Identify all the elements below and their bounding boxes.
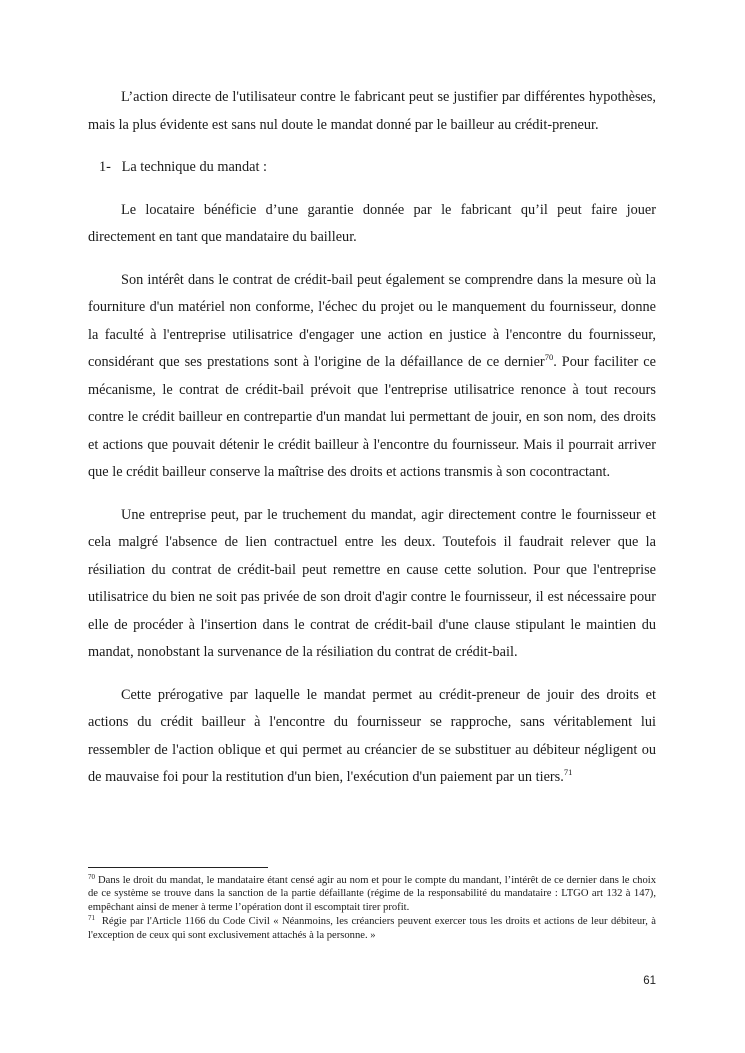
footnote-number: 70	[88, 873, 95, 881]
paragraph-4-text: Une entreprise peut, par le truchement du mandat, agir directement contre le fournisseur et cela malgré l'absence de lien contractuel entre les deux. Toutefois il faudrait relever que la résiliation du contrat de crédit-bail peut remettre en cause cette solution. Pour que l'entreprise utilisatrice du bien ne soit pas privée de son droit d'agir contre le fournisseur, il est nécessaire pour elle de procéder à l'insertion dans le contrat de crédit-bail d'une clause stipulant le maintien du mandat, nonobstant la survenance de la résiliation du contrat de crédit-bail.	[88, 506, 656, 660]
paragraph-3	[88, 267, 656, 487]
footnote-text: Régie par l'Article 1166 du Code Civil « Néanmoins, les créanciers peuvent exercer tous les droits et actions de leur débiteur, à l'exception de ceux qui sont exclusivement attachés à la personne. »	[88, 916, 656, 941]
footnote-71	[88, 915, 656, 942]
section-heading-number: 1-	[99, 159, 111, 175]
paragraph-3-text-start: Son intérêt dans le contrat de crédit-bail peut également se comprendre dans la mesure où la fourniture d'un matériel non conforme, l'échec du projet ou le manquement du fournisseur, donne la faculté à l'entreprise utilisatrice d'engager une action en justice à l'encontre du fournisseur, considérant que ses prestations sont à l'origine de la défaillance de ce dernier	[88, 271, 656, 370]
paragraph-5-text: Cette prérogative par laquelle le mandat permet au crédit-preneur de jouir des droits et actions du crédit bailleur à l'encontre du fournisseur se rapproche, sans véritablement lui ressembler de l'action oblique et qui permet au créancier de se substituer au débiteur négligent ou de mauvaise foi pour la restitution d'un bien, l'exécution d'un paiement par un tiers.	[88, 686, 656, 785]
footnote-separator	[88, 867, 268, 868]
page-number: 61	[643, 975, 656, 987]
paragraph-1	[88, 84, 656, 139]
section-heading	[99, 154, 656, 182]
footnote-70	[88, 874, 656, 914]
paragraph-3-text-end: . Pour faciliter ce mécanisme, le contrat de crédit-bail prévoit que l'entreprise utilisatrice renonce à tout recours contre le crédit bailleur en contrepartie d'un mandat lui permettant de jouir, en son nom, des droits et actions que pouvait détenir le crédit bailleur à l'encontre du fournisseur. Mais il pourrait arriver que le crédit bailleur conserve la maîtrise des droits et actions transmis à son cocontractant.	[88, 354, 656, 480]
paragraph-2-text: Le locataire bénéficie d’une garantie donnée par le fabricant qu’il peut faire jouer directement en tant que mandataire du bailleur.	[88, 201, 656, 245]
paragraph-5	[88, 682, 656, 792]
paragraph-4	[88, 502, 656, 667]
paragraph-2	[88, 197, 656, 252]
section-heading-text: La technique du mandat :	[121, 159, 267, 175]
page-body	[88, 84, 656, 807]
footnote-text: Dans le droit du mandat, le mandataire étant censé agir au nom et pour le compte du mandant, l’intérêt de ce dernier dans le choix de ce système se trouve dans la sanction de la partie défaillante (régime de la responsabilité du mandataire : LTGO art 132 à 147), empêchant ainsi de mener à terme l’opération dont il escomptait tirer profit.	[88, 875, 657, 913]
footnote-ref-71[interactable]: 71	[563, 767, 573, 777]
footnotes	[88, 874, 656, 943]
footnote-ref-70[interactable]: 70	[544, 352, 554, 362]
paragraph-1-text: L’action directe de l'utilisateur contre le fabricant peut se justifier par différentes hypothèses, mais la plus évidente est sans nul doute le mandat donné par le bailleur au crédit-preneur.	[88, 89, 656, 133]
footnote-number: 71	[88, 914, 95, 923]
